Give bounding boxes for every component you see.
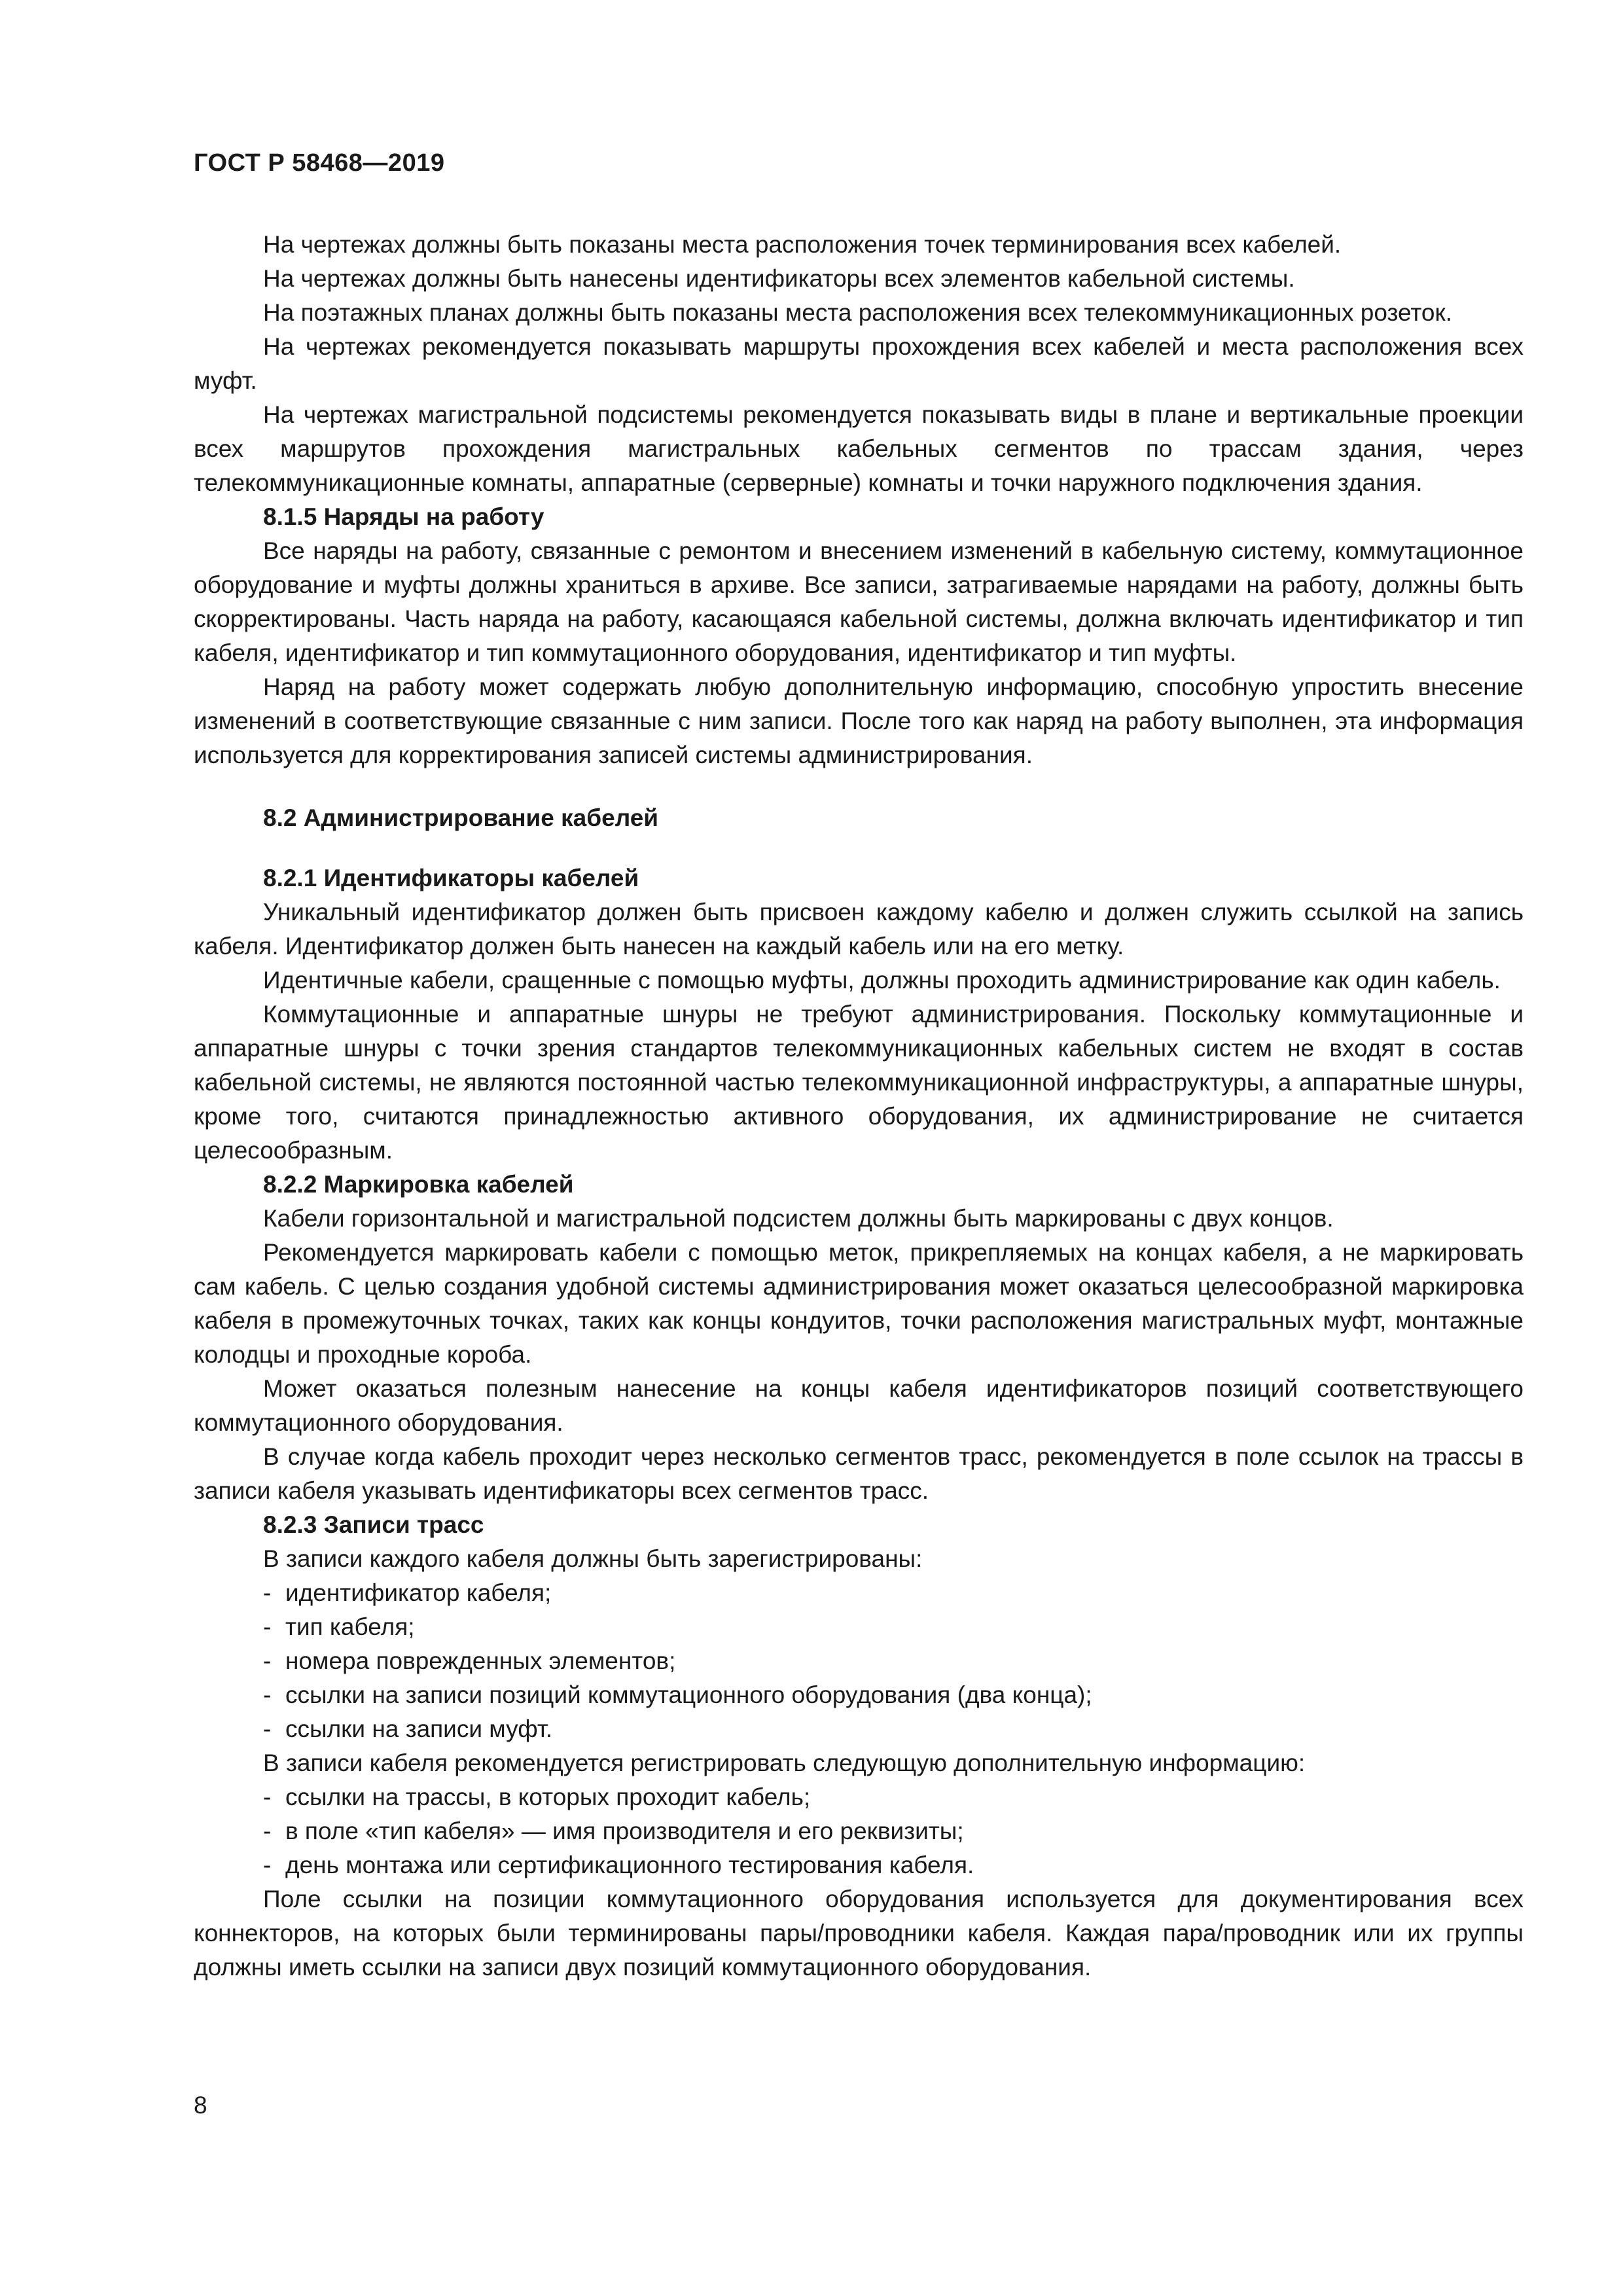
list-item [194,1814,1524,1848]
paragraph: Идентичные кабели, сращенные с помощью муфты, должны проходить администрирование как один кабель. [263,967,1501,994]
list-dash: - [263,1852,272,1878]
list-item [194,1610,1524,1644]
paragraph: Рекомендуется маркировать кабели с помощью меток, прикрепляемых на концах кабеля, а не маркировать сам кабель. С целью создания удобной системы администрирования может оказаться целесообразной маркировка кабеля в промежуточных точках, таких как концы кондуитов, точки расположения магистральных муфт, монтажные колодцы и проходные короба. [194,1239,1524,1368]
section-heading-8-1-5: 8.1.5 Наряды на работу [263,503,544,530]
paragraph: В случае когда кабель проходит через несколько сегментов трасс, рекомендуется в поле ссылок на трассы в записи кабеля указывать идентификаторы всех сегментов трасс. [194,1443,1524,1504]
paragraph: Коммутационные и аппаратные шнуры не требуют администрирования. Поскольку коммутационные и аппаратные шнуры с точки зрения стандартов телекоммуникационных кабельных систем не входят в состав кабельной системы, не являются постоянной частью телекоммуникационной инфраструктуры, а аппаратные шнуры, кроме того, считаются принадлежностью активного оборудования, их администрирование не считается целесообразным. [194,1001,1524,1164]
list-item-text: в поле «тип кабеля» — имя производителя и его реквизиты; [285,1818,964,1844]
paragraph: Может оказаться полезным нанесение на концы кабеля идентификаторов позиций соответствующего коммутационного оборудования. [194,1375,1524,1436]
list-dash: - [263,1818,272,1844]
list-dash: - [263,1613,272,1640]
list-item-text: ссылки на записи позиций коммутационного оборудования (два конца); [285,1681,1092,1708]
paragraph: На чертежах рекомендуется показывать маршруты прохождения всех кабелей и места расположения всех муфт. [194,333,1524,394]
list-intro: В записи кабеля рекомендуется регистрировать следующую дополнительную информацию: [263,1749,1306,1776]
paragraph: На поэтажных планах должны быть показаны места расположения всех телекоммуникационных розеток. [263,299,1452,326]
list-item-text: ссылки на записи муфт. [285,1715,552,1742]
paragraph: Уникальный идентификатор должен быть присвоен каждому кабелю и должен служить ссылкой на запись кабеля. Идентификатор должен быть нанесен на каждый кабель или на его метку. [194,899,1524,960]
list-intro: В записи каждого кабеля должны быть зарегистрированы: [263,1545,923,1572]
list-item [194,1644,1524,1678]
list-item [194,1848,1524,1882]
list-item-text: тип кабеля; [285,1613,415,1640]
list-dash: - [263,1647,272,1674]
document-code-header: ГОСТ Р 58468—2019 [194,149,445,177]
paragraph: На чертежах магистральной подсистемы рекомендуется показывать виды в плане и вертикальные проекции всех маршрутов прохождения магистральных кабельных сегментов по трассам здания, через телекоммуникационные комнаты, аппаратные (серверные) комнаты и точки наружного подключения здания. [194,401,1524,496]
section-heading-8-2: 8.2 Администрирование кабелей [263,804,659,831]
list-item [194,1780,1524,1814]
section-heading-8-2-3: 8.2.3 Записи трасс [263,1511,484,1538]
paragraph: Поле ссылки на позиции коммутационного оборудования используется для документирования всех коннекторов, на которых были терминированы пары/проводники кабеля. Каждая пара/проводник или их группы должны иметь ссылки на записи двух позиций коммутационного оборудования. [194,1886,1524,1981]
document-body [194,228,1524,1984]
list-item-text: идентификатор кабеля; [285,1579,552,1606]
paragraph: Все наряды на работу, связанные с ремонтом и внесением изменений в кабельную систему, коммутационное оборудование и муфты должны храниться в архиве. Все записи, затрагиваемые нарядами на работу, должны быть скорректированы. Часть наряда на работу, касающаяся кабельной системы, должна включать идентификатор и тип кабеля, идентификатор и тип коммутационного оборудования, идентификатор и тип муфты. [194,537,1524,666]
list-dash: - [263,1681,272,1708]
paragraph: На чертежах должны быть нанесены идентификаторы всех элементов кабельной системы. [263,265,1295,292]
paragraph: Кабели горизонтальной и магистральной подсистем должны быть маркированы с двух концов. [263,1205,1334,1232]
list-item-text: ссылки на трассы, в которых проходит кабель; [285,1784,811,1810]
list-dash: - [263,1715,272,1742]
page-number: 8 [194,2092,207,2119]
list-item-text: номера поврежденных элементов; [285,1647,676,1674]
list-item [194,1678,1524,1712]
paragraph: На чертежах должны быть показаны места расположения точек терминирования всех кабелей. [263,231,1342,258]
section-heading-8-2-1: 8.2.1 Идентификаторы кабелей [263,865,639,891]
list-dash: - [263,1784,272,1810]
list-item-text: день монтажа или сертификационного тестирования кабеля. [285,1852,974,1878]
list-item [194,1576,1524,1610]
list-dash: - [263,1579,272,1606]
paragraph: Наряд на работу может содержать любую дополнительную информацию, способную упростить внесение изменений в соответствующие связанные с ним записи. После того как наряд на работу выполнен, эта информация используется для корректирования записей системы администрирования. [194,673,1524,768]
section-heading-8-2-2: 8.2.2 Маркировка кабелей [263,1171,574,1198]
list-item [194,1712,1524,1746]
